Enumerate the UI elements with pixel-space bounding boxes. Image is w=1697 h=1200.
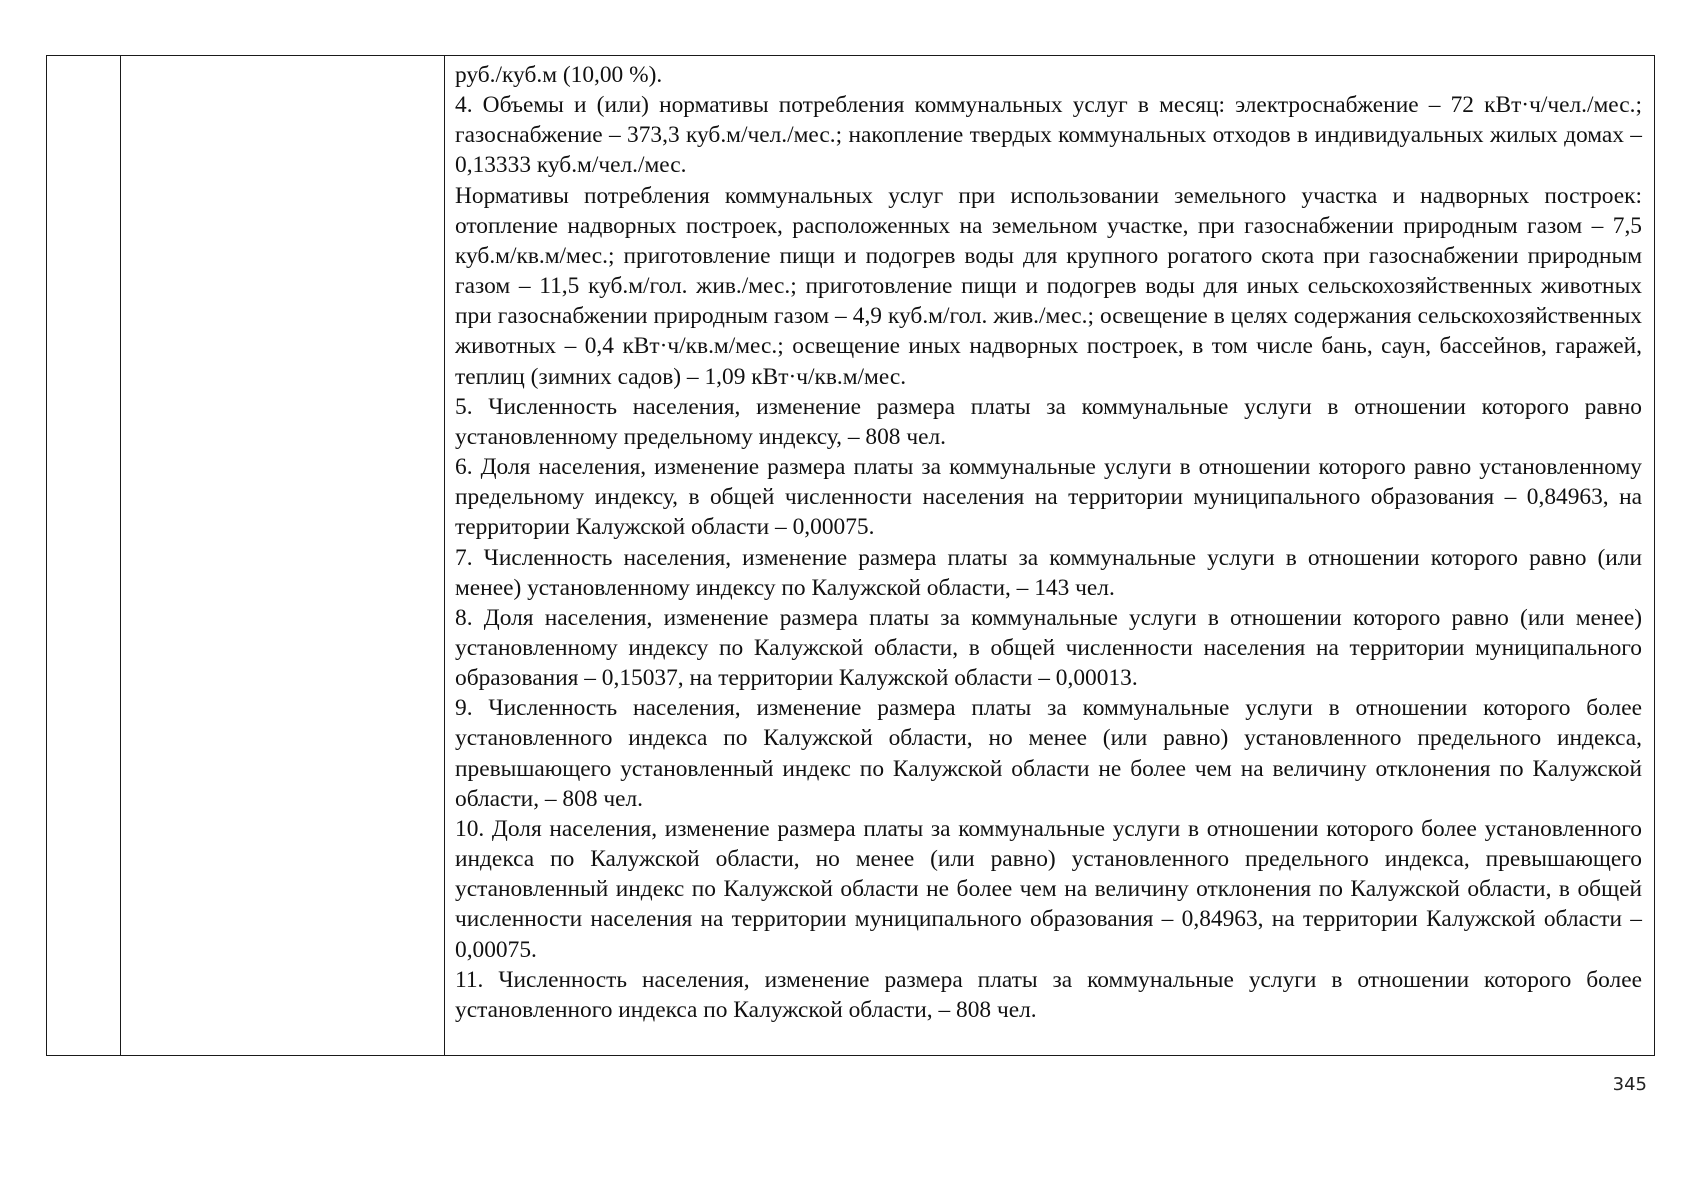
paragraph-item-9: 9. Численность населения, изменение размера платы за коммунальные услуги в отношении которого более установленного индекса по Калужской области, но менее (или равно) установленного предельного индекса, превышающего установленный индекс по Калужской области не более чем на величину отклонения по Калужской области, – 808 чел. bbox=[455, 695, 1642, 812]
document-table bbox=[46, 55, 1655, 1056]
paragraph-item-11: 11. Численность населения, изменение размера платы за коммунальные услуги в отношении которого более установленного индекса по Калужской области, – 808 чел. bbox=[455, 966, 1642, 1023]
row-content-cell bbox=[445, 56, 1655, 1056]
paragraph-item-8: 8. Доля населения, изменение размера платы за коммунальные услуги в отношении которого равно (или менее) установленному индексу по Калужской области, в общей численности населения на территории муниципального образования – 0,15037, на территории Калужской области – 0,00013. bbox=[455, 604, 1642, 692]
paragraph-item-4: 4. Объемы и (или) нормативы потребления коммунальных услуг в месяц: электроснабжение – 72 кВт·ч/чел./мес.; газоснабжение – 373,3 куб.м/чел./мес.; накопление твердых коммунальных отходов в индивидуальных жилых домах – 0,13333 куб.м/чел./мес. bbox=[455, 92, 1642, 179]
paragraph-tariff-continuation: руб./куб.м (10,00 %). bbox=[455, 62, 663, 88]
paragraph-item-5: 5. Численность населения, изменение размера платы за коммунальные услуги в отношении которого равно установленному предельному индексу, – 808 чел. bbox=[455, 393, 1642, 450]
row-number-cell bbox=[47, 56, 121, 1056]
paragraph-item-7: 7. Численность населения, изменение размера платы за коммунальные услуги в отношении которого равно (или менее) установленному индексу по Калужской области, – 143 чел. bbox=[455, 544, 1642, 601]
paragraph-item-6: 6. Доля населения, изменение размера платы за коммунальные услуги в отношении которого равно установленному предельному индексу, в общей численности населения на территории муниципального образования – 0,84963, на территории Калужской области – 0,00075. bbox=[455, 454, 1642, 541]
page-number: 345 bbox=[1612, 1074, 1647, 1095]
paragraph-item-10: 10. Доля населения, изменение размера платы за коммунальные услуги в отношении которого более установленного индекса по Калужской области, но менее (или равно) установленного предельного индекса, превышающего установленный индекс по Калужской области не более чем на величину отклонения по Калужской области, в общей численности населения на территории муниципального образования – 0,84963, на территории Калужской области – 0,00075. bbox=[455, 815, 1642, 963]
paragraph-land-norms: Нормативы потребления коммунальных услуг при использовании земельного участка и надворных построек: отопление надворных построек, расположенных на земельном участке, при газоснабжении природным газом – 7,5 куб.м/кв.м/мес.; приготовление пищи и подогрев воды для крупного рогатого скота при газоснабжении природным газом – 11,5 куб.м/гол. жив./мес.; приготовление пищи и подогрев воды для иных сельскохозяйственных животных при газоснабжении природным газом – 4,9 куб.м/гол. жив./мес.; освещение в целях содержания сельскохозяйственных животных – 0,4 кВт·ч/кв.м/мес.; освещение иных надворных построек, в том числе бань, саун, бассейнов, гаражей, теплиц (зимних садов) – 1,09 кВт·ч/кв.м/мес. bbox=[455, 182, 1642, 390]
table-row bbox=[47, 56, 1655, 1056]
row-title-cell bbox=[121, 56, 445, 1056]
